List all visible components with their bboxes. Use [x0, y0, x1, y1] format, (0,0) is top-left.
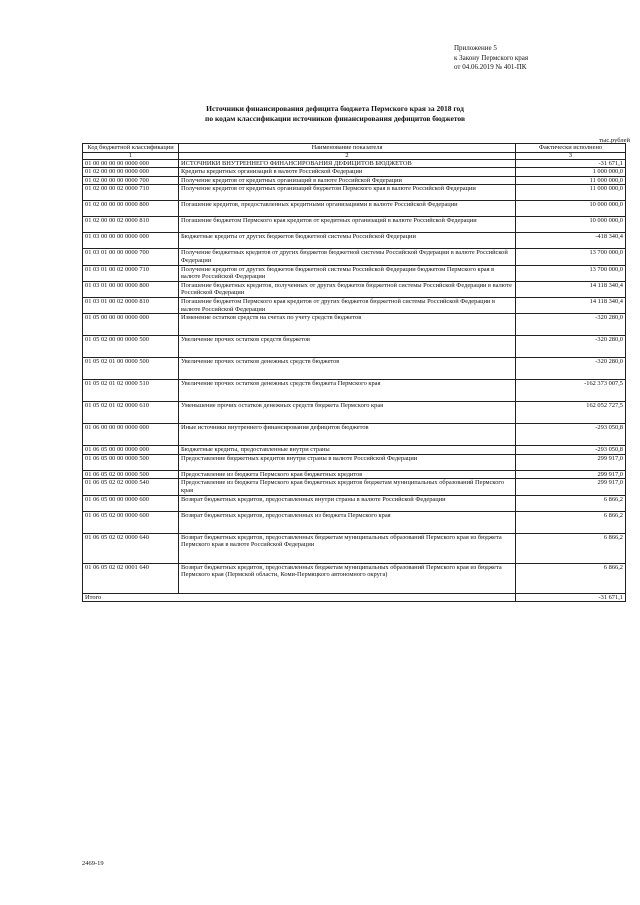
row-name: Бюджетные кредиты от других бюджетов бюджетной системы Российской Федерации [179, 233, 516, 249]
table-row [83, 281, 626, 297]
appendix-line-2: к Закону Пермского края [454, 53, 529, 62]
table-row [83, 201, 626, 217]
row-name: Предоставление из бюджета Пермского края бюджетных кредитов [179, 470, 516, 479]
row-name: Получение бюджетных кредитов от других бюджетов бюджетной системы Российской Федерации в валюте Российской Федерации [179, 249, 516, 265]
header-code: Код бюджетной классификации [83, 144, 179, 153]
row-value: 11 000 000,0 [516, 185, 626, 201]
row-name: Получение кредитов от кредитных организаций бюджетом Пермского края в валюте Российской Федерации [179, 185, 516, 201]
row-value: 162 052 727,5 [516, 402, 626, 424]
row-value: 10 000 000,0 [516, 201, 626, 217]
row-value: 14 118 340,4 [516, 297, 626, 313]
row-name: Увеличение прочих остатков денежных средств бюджета Пермского края [179, 380, 516, 402]
unit-label: тыс.рублей [599, 137, 630, 144]
table-row [83, 233, 626, 249]
table-row [83, 454, 626, 470]
table-row [83, 297, 626, 313]
row-value: 6 866,2 [516, 563, 626, 593]
row-name: ИСТОЧНИКИ ВНУТРЕННЕГО ФИНАНСИРОВАНИЯ ДЕФИЦИТОВ БЮДЖЕТОВ [179, 159, 516, 168]
row-name: Изменение остатков средств на счетах по учету средств бюджетов [179, 314, 516, 336]
row-name: Погашение бюджетом Пермского края кредитов от кредитных организаций в валюте Российской Федерации [179, 217, 516, 233]
table-row [83, 511, 626, 533]
table-row [83, 217, 626, 233]
row-value: 299 917,0 [516, 454, 626, 470]
row-value: 6 866,2 [516, 495, 626, 511]
table-row [83, 168, 626, 177]
header-value: Фактически исполнено [516, 144, 626, 153]
row-code: 01 06 05 02 02 0001 640 [83, 563, 179, 593]
row-name: Увеличение прочих остатков средств бюджетов [179, 336, 516, 358]
row-name: Предоставление из бюджета Пермского края бюджетных кредитов бюджетам муниципальных образований Пермского края [179, 479, 516, 495]
table-row [83, 249, 626, 265]
row-value: 10 000 000,0 [516, 217, 626, 233]
total-row [83, 593, 626, 602]
row-value: 299 917,0 [516, 479, 626, 495]
row-name: Погашение бюджетом Пермского края кредитов от других бюджетов бюджетной системы Российской Федерации в валюте Российской Федерации [179, 297, 516, 313]
row-code: 01 05 02 01 00 0000 500 [83, 358, 179, 380]
appendix-line-3: от 04.06.2019 № 401-ПК [454, 63, 527, 71]
table-row [83, 358, 626, 380]
total-label: Итого [83, 593, 516, 602]
row-code: 01 05 02 00 00 0000 500 [83, 336, 179, 358]
column-number: 3 [516, 152, 626, 159]
row-value: -320 280,0 [516, 358, 626, 380]
row-code: 01 03 01 00 02 0000 710 [83, 265, 179, 281]
row-name: Кредиты кредитных организаций в валюте Российской Федерации [179, 168, 516, 177]
row-name: Возврат бюджетных кредитов, предоставленных бюджетам муниципальных образований Пермского края из бюджета Пермского края в валюте Российской Федерации [179, 533, 516, 563]
row-name: Предоставление бюджетных кредитов внутри страны в валюте Российской Федерации [179, 454, 516, 470]
row-value: -418 340,4 [516, 233, 626, 249]
row-name: Увеличение прочих остатков денежных средств бюджетов [179, 358, 516, 380]
row-code: 01 02 00 00 02 0000 710 [83, 185, 179, 201]
row-code: 01 06 05 02 02 0000 640 [83, 533, 179, 563]
row-value: 11 000 000,0 [516, 176, 626, 185]
row-name: Возврат бюджетных кредитов, предоставленных бюджетам муниципальных образований Пермского края из бюджета Пермского края (Пермской области, Коми-Пермяцкого автономного округа) [179, 563, 516, 593]
row-name: Уменьшение прочих остатков денежных средств бюджета Пермского края [179, 402, 516, 424]
table-row [83, 495, 626, 511]
row-value: -320 280,0 [516, 336, 626, 358]
table-row [83, 176, 626, 185]
row-value: 1 000 000,0 [516, 168, 626, 177]
header-name: Наименование показателя [179, 144, 516, 153]
row-value: -162 373 007,5 [516, 380, 626, 402]
table-row [83, 563, 626, 593]
table-row [83, 380, 626, 402]
table-row [83, 265, 626, 281]
row-code: 01 06 00 00 00 0000 000 [83, 424, 179, 446]
total-value: -31 671,1 [516, 593, 626, 602]
row-code: 01 06 05 00 00 0000 000 [83, 446, 179, 455]
title-line-2: по кодам классификации источников финансирования дефицитов бюджетов [205, 114, 465, 123]
row-name: Погашение бюджетных кредитов, полученных от других бюджетов бюджетной системы Российской Федерации в валюте Российской Федерации [179, 281, 516, 297]
table-row [83, 470, 626, 479]
row-value: -293 050,8 [516, 446, 626, 455]
table-row [83, 424, 626, 446]
row-code: 01 05 02 01 02 0000 510 [83, 380, 179, 402]
row-code: 01 05 02 01 02 0000 610 [83, 402, 179, 424]
document-title [150, 104, 520, 124]
row-name: Получение кредитов от кредитных организаций в валюте Российской Федерации [179, 176, 516, 185]
row-code: 01 06 05 00 00 0000 500 [83, 454, 179, 470]
row-value: 6 866,2 [516, 533, 626, 563]
row-code: 01 02 00 00 00 0000 000 [83, 168, 179, 177]
column-number: 1 [83, 152, 179, 159]
table-row [83, 446, 626, 455]
table-row [83, 533, 626, 563]
row-code: 01 02 00 00 00 0000 800 [83, 201, 179, 217]
table-header-row [83, 144, 626, 153]
column-number: 2 [179, 152, 516, 159]
row-value: -31 671,1 [516, 159, 626, 168]
row-name: Иные источники внутреннего финансирования дефицитов бюджетов [179, 424, 516, 446]
row-code: 01 06 05 02 00 0000 600 [83, 511, 179, 533]
appendix-line-1: Приложение 5 [454, 44, 497, 52]
row-value: 299 917,0 [516, 470, 626, 479]
row-name: Погашение кредитов, предоставленных кредитными организациями в валюте Российской Федерации [179, 201, 516, 217]
row-code: 01 06 05 02 00 0000 500 [83, 470, 179, 479]
table-row [83, 159, 626, 168]
row-code: 01 03 01 00 02 0000 810 [83, 297, 179, 313]
table-row [83, 479, 626, 495]
table-row [83, 402, 626, 424]
row-code: 01 06 05 02 02 0000 540 [83, 479, 179, 495]
row-name: Возврат бюджетных кредитов, предоставленных внутри страны в валюте Российской Федерации [179, 495, 516, 511]
row-value: -293 050,8 [516, 424, 626, 446]
row-name: Получение кредитов от других бюджетов бюджетной системы Российской Федерации бюджетом Пермского края в валюте Российской Федерации [179, 265, 516, 281]
row-code: 01 00 00 00 00 0000 000 [83, 159, 179, 168]
appendix-note [454, 44, 614, 73]
row-code: 01 02 00 00 00 0000 700 [83, 176, 179, 185]
table-row [83, 185, 626, 201]
row-code: 01 06 05 00 00 0000 600 [83, 495, 179, 511]
row-value: 6 866,2 [516, 511, 626, 533]
table-body [83, 159, 626, 593]
row-code: 01 03 01 00 00 0000 800 [83, 281, 179, 297]
row-value: 13 700 000,0 [516, 249, 626, 265]
row-name: Возврат бюджетных кредитов, предоставленных из бюджета Пермского края [179, 511, 516, 533]
row-code: 01 03 00 00 00 0000 000 [83, 233, 179, 249]
row-value: 14 118 340,4 [516, 281, 626, 297]
row-value: 13 700 000,0 [516, 265, 626, 281]
sources-table [82, 143, 626, 602]
row-value: -320 280,0 [516, 314, 626, 336]
title-line-1: Источники финансирования дефицита бюджета Пермского края за 2018 год [206, 104, 464, 113]
table-row [83, 314, 626, 336]
row-code: 01 03 01 00 00 0000 700 [83, 249, 179, 265]
column-number-row [83, 152, 626, 159]
row-name: Бюджетные кредиты, предоставленные внутри страны [179, 446, 516, 455]
row-code: 01 05 00 00 00 0000 000 [83, 314, 179, 336]
footer-code: 2469-19 [82, 860, 104, 867]
row-code: 01 02 00 00 02 0000 810 [83, 217, 179, 233]
table-row [83, 336, 626, 358]
